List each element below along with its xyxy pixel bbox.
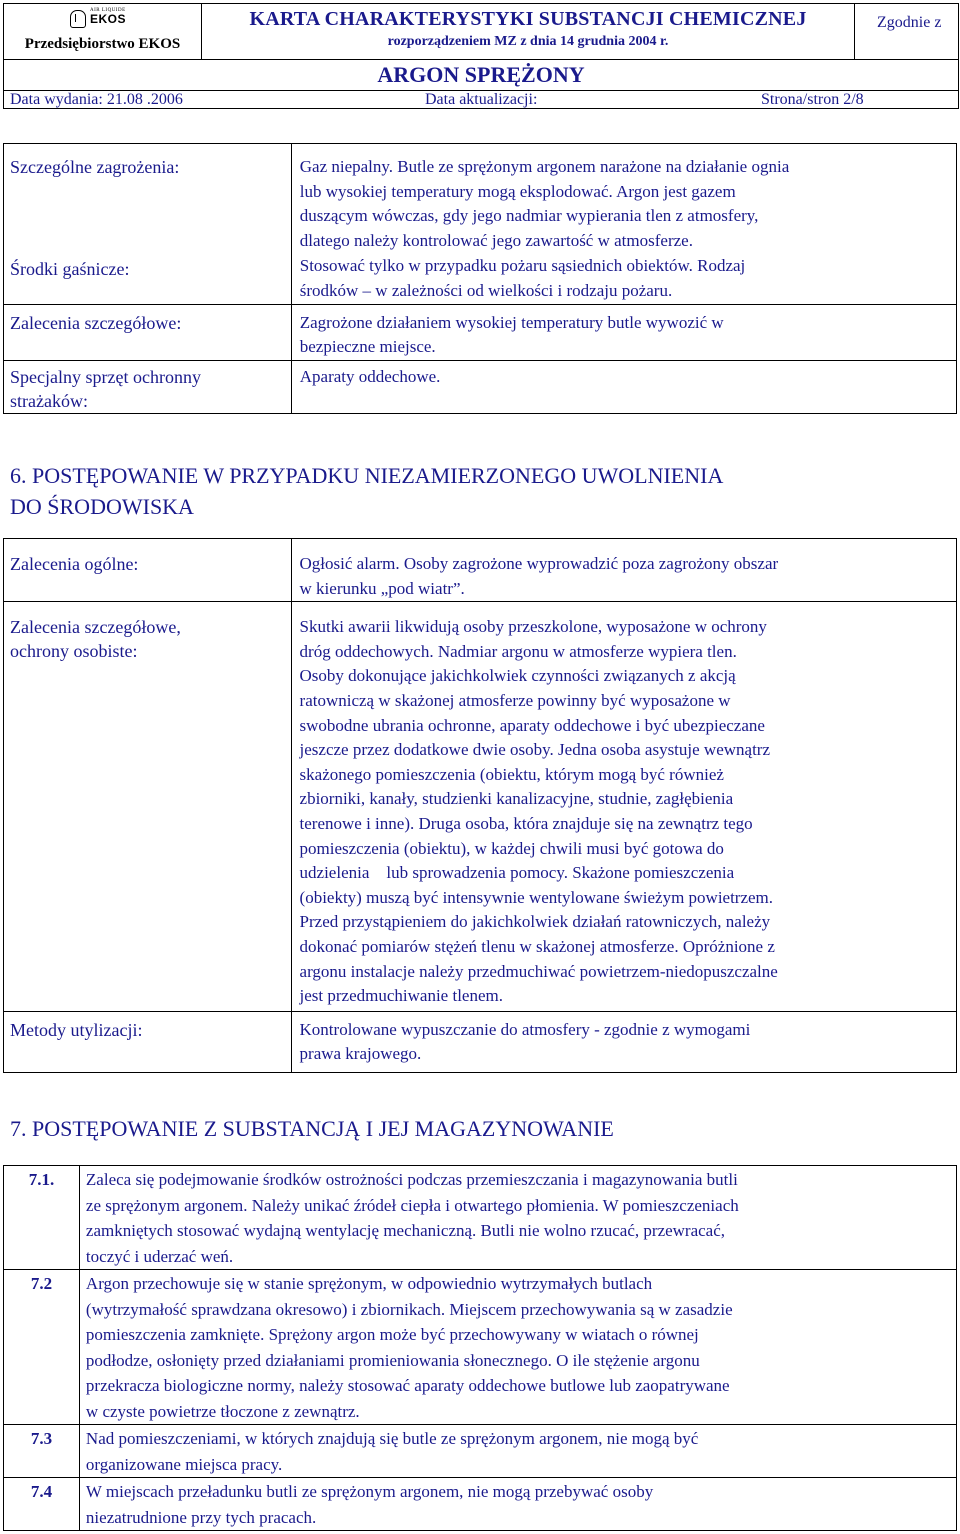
row-text bbox=[292, 253, 956, 303]
company-name: Przedsiębiorstwo EKOS bbox=[24, 36, 181, 52]
text-line: (wytrzymałość sprawdzana okresowo) i zbiornikach. Miejscem przechowywania są w zasadzie bbox=[85, 1299, 733, 1319]
text-line: Argon przechowuje się w stanie sprężonym, w odpowiednio wytrzymałych butlach bbox=[85, 1274, 653, 1293]
text-line: ze sprężonym argonem. Należy unikać źródeł ciepła i otwartego płomienia. W pomieszczeniach bbox=[85, 1195, 739, 1215]
text-line: Przed przystąpieniem do jakichkolwiek działań ratowniczych, należy bbox=[299, 912, 771, 932]
heading-line: 6. POSTĘPOWANIE W PRZYPADKU NIEZAMIERZONEGO UWOLNIENIA bbox=[10, 463, 724, 488]
text-line: organizowane miejsca pracy. bbox=[85, 1454, 283, 1474]
table-row bbox=[4, 253, 957, 304]
item-text bbox=[79, 1270, 956, 1425]
item-number: 7.4 bbox=[4, 1478, 80, 1531]
row-text bbox=[292, 361, 956, 390]
table-row bbox=[4, 360, 957, 413]
table-row bbox=[4, 539, 957, 602]
row-label: Środki gaśnicze: bbox=[10, 259, 130, 280]
heading-line: DO ŚRODOWISKA bbox=[10, 494, 194, 519]
text-line: Aparaty oddechowe. bbox=[299, 366, 441, 386]
row-text bbox=[292, 602, 956, 1011]
text-line: skażonego pomieszczenia (obiektu, którym mogą być również bbox=[299, 764, 724, 784]
text-line: środków – w zależności od wielkości i rodzaju pożaru. bbox=[299, 280, 673, 300]
text-line: terenowe i inne). Druga osoba, która znajduje się na zewnątrz tego bbox=[299, 813, 753, 833]
section7-heading: 7. POSTĘPOWANIE Z SUBSTANCJĄ I JEJ MAGAZYNOWANIE bbox=[10, 1116, 614, 1141]
text-line: lub wysokiej temperatury mogą eksplodować. Argon jest gazem bbox=[299, 181, 736, 201]
text-line: dróg oddechowych. Nadmiar argonu w atmosferze wypiera tlen. bbox=[299, 641, 737, 661]
text-line: duszącym wówczas, gdy jego nadmiar wypierania tlen z atmosfery, bbox=[299, 206, 759, 226]
table-row bbox=[4, 602, 957, 1012]
label-line: ochrony osobiste: bbox=[10, 641, 138, 662]
text-line: jeszcze przez dodatkowe dwie osoby. Jedna osoba asystuje wewnątrz bbox=[299, 740, 771, 760]
text-line: bezpieczne miejsce. bbox=[299, 337, 436, 357]
substance-name: ARGON SPRĘŻONY bbox=[4, 60, 958, 91]
text-line: Nad pomieszczeniami, w których znajdują się butle ze sprężonym argonem, nie mogą być bbox=[85, 1429, 699, 1448]
title-cell bbox=[202, 4, 855, 60]
item-number: 7.3 bbox=[4, 1425, 80, 1478]
text-line: zbiorniki, kanały, studzienki kanalizacyjne, studnie, zagłębienia bbox=[299, 789, 734, 809]
row-label: Zalecenia szczegółowe: bbox=[10, 312, 182, 333]
text-line: Kontrolowane wypuszczanie do atmosfery - zgodnie z wymogami bbox=[299, 1019, 751, 1039]
text-line: Osoby dokonujące jakichkolwiek czynności związanych z akcją bbox=[299, 666, 736, 686]
text-line: Zaleca się podejmowanie środków ostrożności podczas przemieszczania i magazynowania butli bbox=[85, 1170, 738, 1189]
text-line: dokonać pomiarów stężeń tlenu w skażonej atmosferze. Opróżnione z bbox=[299, 936, 775, 956]
row-label bbox=[4, 361, 291, 413]
issue-date: Data wydania: 21.08 .2006 bbox=[10, 91, 183, 108]
compliance-text: Zgodnie z bbox=[877, 14, 942, 31]
text-line: pomieszczenia (obiektu), w każdej chwili musi być gotowa do bbox=[299, 838, 724, 858]
table-row bbox=[4, 1478, 957, 1531]
text-line: ratowniczą w skażonej atmosferze powinny być wyposażone w bbox=[299, 690, 731, 710]
text-line: w kierunku „pod wiatr”. bbox=[299, 578, 465, 598]
item-text bbox=[79, 1166, 956, 1270]
section7-table bbox=[3, 1165, 957, 1531]
item-text bbox=[79, 1425, 956, 1478]
text-line: w czyste powietrze tłoczone z zewnątrz. bbox=[85, 1401, 360, 1421]
text-line: dlatego należy kontrolować jego zawartość w atmosferze. bbox=[299, 230, 693, 250]
text-line: prawa krajowego. bbox=[299, 1044, 422, 1064]
item-number: 7.2 bbox=[4, 1270, 80, 1425]
row-text bbox=[292, 1012, 956, 1067]
text-line: pomieszczenia zamknięte. Sprężony argon może być przechowywany w wiatach o równej bbox=[85, 1325, 699, 1344]
text-line: Skutki awarii likwidują osoby przeszkolone, wyposażone w ochrony bbox=[299, 617, 767, 637]
table-row bbox=[4, 144, 957, 254]
text-line: Stosować tylko w przypadku pożaru sąsiednich obiektów. Rodzaj bbox=[299, 256, 746, 276]
text-line: toczyć i uderzać weń. bbox=[85, 1246, 234, 1266]
table-row bbox=[4, 1270, 957, 1425]
table-row bbox=[4, 1166, 957, 1270]
table-row bbox=[4, 304, 957, 360]
section6-table bbox=[3, 538, 957, 1073]
text-line: Zagrożone działaniem wysokiej temperatury butle wywozić w bbox=[299, 312, 724, 332]
row-text bbox=[292, 539, 956, 601]
section5-table bbox=[3, 143, 957, 414]
section6-heading bbox=[10, 460, 723, 522]
item-text bbox=[79, 1478, 956, 1531]
text-line: swobodne ubrania ochronne, aparaty oddechowe i być ubezpieczane bbox=[299, 715, 765, 735]
update-date-label: Data aktualizacji: bbox=[425, 91, 538, 108]
text-line: W miejscach przeładunku butli ze sprężonym argonem, nie mogą przebywać osoby bbox=[85, 1482, 654, 1501]
item-number: 7.1. bbox=[4, 1166, 80, 1270]
text-line: udzielenia lub sprowadzenia pomocy. Skażone pomieszczenia bbox=[299, 863, 735, 883]
text-line: jest przedmuchiwanie tlenem. bbox=[299, 986, 503, 1006]
row-text bbox=[292, 144, 956, 253]
text-line: (obiekty) muszą być intensywnie wentylowane świeżym powietrzem. bbox=[299, 887, 774, 907]
logo-mark-icon bbox=[70, 10, 86, 28]
text-line: niezatrudnione przy tych pracach. bbox=[85, 1507, 317, 1527]
label-line: Specjalny sprzęt ochronny bbox=[10, 366, 201, 387]
label-line: Zalecenia szczegółowe, bbox=[10, 617, 181, 638]
document-title: KARTA CHARAKTERYSTYKI SUBSTANCJI CHEMICZNEJ bbox=[249, 8, 807, 30]
company-logo bbox=[70, 8, 136, 36]
row-label: Zalecenia ogólne: bbox=[10, 554, 139, 574]
row-label bbox=[4, 602, 291, 663]
document-header bbox=[3, 3, 959, 109]
label-line: strażaków: bbox=[10, 390, 88, 411]
row-label: Metody utylizacji: bbox=[10, 1019, 143, 1040]
table-row bbox=[4, 1011, 957, 1072]
company-cell bbox=[4, 4, 202, 60]
text-line: Gaz niepalny. Butle ze sprężonym argonem narażone na działanie ognia bbox=[299, 157, 790, 176]
text-line: argonu instalacje należy przedmuchiwać powietrzem-niedopuszczalne bbox=[299, 961, 778, 981]
text-line: przekracza biologiczne normy, należy stosować aparaty oddechowe butlowe lub zaopatrywane bbox=[85, 1376, 730, 1395]
text-line: Ogłosić alarm. Osoby zagrożone wyprowadzić poza zagrożony obszar bbox=[299, 554, 779, 573]
row-label: Szczególne zagrożenia: bbox=[10, 157, 180, 177]
text-line: podłodze, osłonięty przed działaniami promieniowania słonecznego. O ile stężenie argonu bbox=[85, 1350, 700, 1370]
compliance-cell bbox=[855, 4, 958, 60]
page-number: Strona/stron 2/8 bbox=[761, 91, 864, 108]
logo-brand: EKOS bbox=[90, 12, 127, 26]
logo-small-text: AIR LIQUIDE bbox=[90, 8, 126, 13]
table-row bbox=[4, 1425, 957, 1478]
regulation-text: rozporządzeniem MZ z dnia 14 grudnia 2004 r. bbox=[387, 34, 669, 49]
row-text bbox=[292, 305, 956, 360]
text-line: zamkniętych stosować wydajną wentylację mechaniczną. Butli nie wolno rzucać, przewracać, bbox=[85, 1221, 726, 1240]
